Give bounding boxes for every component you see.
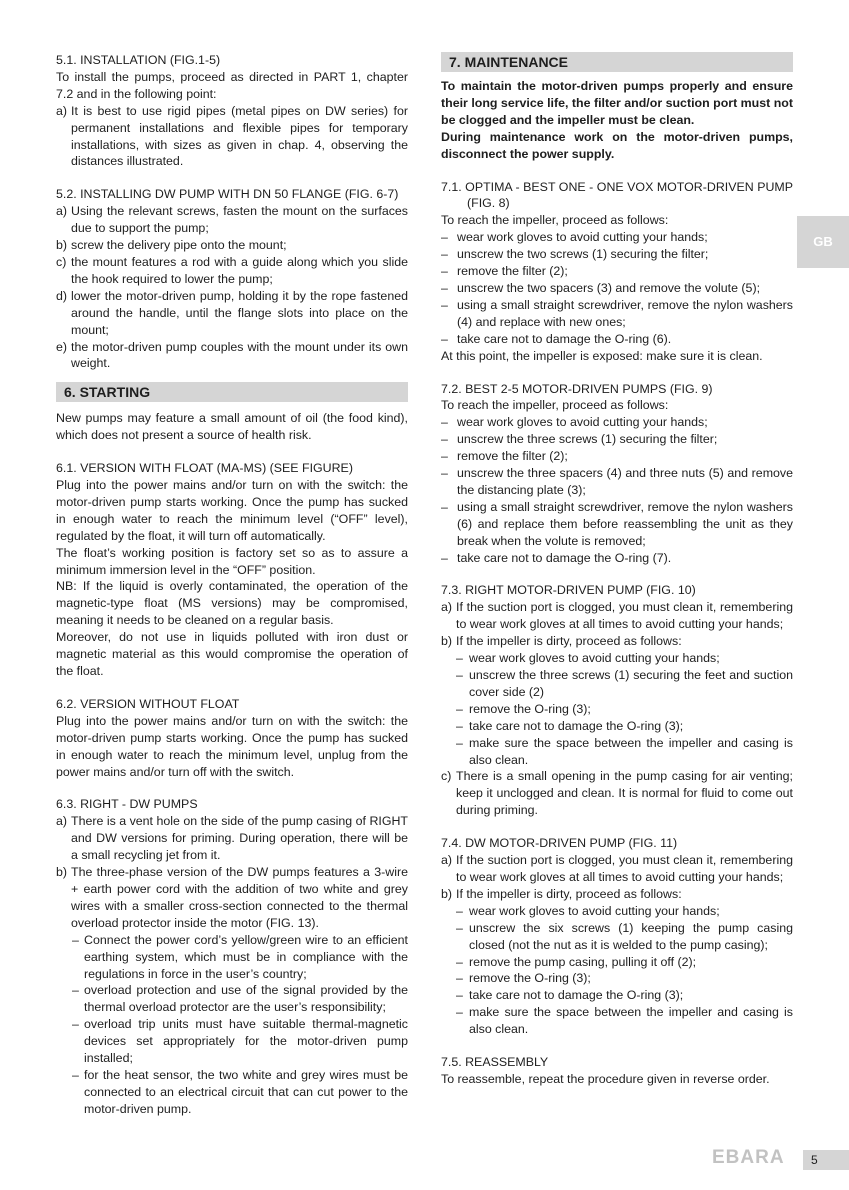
section-6-intro: New pumps may feature a small amount of oil (the food kind), which does not present a source of health risk. — [56, 411, 408, 443]
item-text: remove the filter (2); — [457, 264, 568, 279]
item-text: lower the motor-driven pump, holding it by the rope fastened around the handle, until the flange slots into place on the mount; — [71, 288, 408, 337]
item-text: remove the pump casing, pulling it off (2); — [469, 954, 697, 969]
section-7-2-intro: To reach the impeller, proceed as follows: — [441, 398, 669, 413]
sub-list-item — [56, 1067, 408, 1118]
page-number: 5 — [803, 1150, 849, 1170]
item-text: make sure the space between the impeller and casing is also clean. — [469, 735, 793, 767]
list-item — [56, 103, 408, 171]
sub-list-item — [441, 920, 793, 954]
sub-list-item — [56, 982, 408, 1016]
section-7-3-title: 7.3. RIGHT MOTOR-DRIVEN PUMP (FIG. 10) — [441, 583, 696, 598]
item-text: If the suction port is clogged, you must clean it, remembering to wear work gloves at all times to avoid cutting your hands; — [456, 853, 793, 884]
language-tab: GB — [797, 216, 849, 268]
item-text: take care not to damage the O-ring (7). — [457, 550, 672, 565]
item-label: a) — [441, 853, 453, 868]
item-dash: – — [456, 718, 463, 733]
section-7-1-outro: At this point, the impeller is exposed: make sure it is clean. — [441, 348, 763, 363]
item-text: using a small straight screwdriver, remove the nylon washers (4) and replace with new ones; — [457, 297, 793, 329]
item-label: a) — [441, 600, 453, 615]
list-item — [56, 813, 408, 864]
list-item — [56, 288, 408, 339]
section-7-2-title: 7.2. BEST 2-5 MOTOR-DRIVEN PUMPS (FIG. 9) — [441, 381, 713, 396]
section-7-4-title: 7.4. DW MOTOR-DRIVEN PUMP (FIG. 11) — [441, 836, 678, 851]
item-text: screw the delivery pipe onto the mount; — [71, 238, 287, 253]
ebara-logo: EBARA — [712, 1147, 785, 1168]
item-label: a) — [56, 204, 68, 219]
item-label: d) — [56, 288, 68, 303]
item-dash: – — [441, 297, 448, 312]
item-dash: – — [441, 264, 448, 279]
item-dash: – — [456, 988, 463, 1003]
item-text: the mount features a rod with a guide along which you slide the hook required to lower the pump; — [71, 254, 408, 286]
item-dash: – — [72, 1067, 79, 1082]
list-item — [441, 229, 793, 246]
item-label: e) — [56, 339, 68, 354]
item-dash: – — [441, 331, 448, 346]
item-label: c) — [56, 254, 67, 269]
paragraph: Moreover, do not use in liquids polluted with iron dust or magnetic material as this would compromise the operation of the float. — [56, 630, 408, 678]
section-5-1-title: 5.1. INSTALLATION (FIG.1-5) — [56, 53, 221, 67]
item-text: unscrew the three screws (1) securing the feet and suction cover side (2) — [469, 668, 793, 699]
list-item — [441, 599, 793, 633]
item-text: unscrew the two screws (1) securing the filter; — [457, 247, 709, 262]
paragraph: Plug into the power mains and/or turn on with the switch: the motor-driven pump starts working. Once the pump has sucked in enough water to reach the minimum level, unplug from the power mains and/or turn off with the switch. — [56, 713, 408, 779]
sub-list-item — [441, 735, 793, 769]
item-dash: – — [456, 701, 463, 716]
item-text: unscrew the three spacers (4) and three nuts (5) and remove the distancing plate (3); — [457, 466, 793, 497]
item-text: overload trip units must have suitable thermal-magnetic devices set appropriately for the motor-driven pump installed; — [84, 1017, 408, 1066]
item-dash: – — [441, 432, 448, 447]
item-text: take care not to damage the O-ring (6). — [457, 331, 672, 346]
section-6-3-title: 6.3. RIGHT - DW PUMPS — [56, 797, 198, 812]
item-text: wear work gloves to avoid cutting your hands; — [457, 230, 708, 245]
item-dash: – — [456, 1005, 463, 1020]
item-text: remove the O-ring (3); — [469, 971, 591, 986]
item-text: remove the filter (2); — [457, 449, 568, 464]
list-item — [441, 280, 793, 297]
section-7-1-title: 7.1. OPTIMA - BEST ONE - ONE VOX MOTOR-DRIVEN PUMP (FIG. 8) — [441, 179, 793, 211]
item-dash: – — [441, 499, 448, 514]
item-text: wear work gloves to avoid cutting your hands; — [457, 415, 708, 430]
item-text: If the impeller is dirty, proceed as follows: — [456, 886, 682, 901]
item-text: take care not to damage the O-ring (3); — [469, 718, 684, 733]
list-item — [441, 768, 793, 819]
item-text: the motor-driven pump couples with the mount under its own weight. — [71, 339, 408, 371]
item-text: wear work gloves to avoid cutting your hands; — [469, 903, 720, 918]
section-5-2-title: 5.2. INSTALLING DW PUMP WITH DN 50 FLANGE (FIG. 6-7) — [56, 187, 399, 202]
paragraph: NB: If the liquid is overly contaminated, the operation of the magnetic-type float (MS versions) may be compromised, meaning it needs to be cleaned on a regular basis. — [56, 579, 408, 628]
list-item — [441, 414, 793, 431]
left-column — [56, 52, 408, 1118]
item-text: using a small straight screwdriver, remove the nylon washers (6) and replace them before reassembling the unit as they break when the volute is removed; — [457, 499, 793, 548]
item-label: a) — [56, 814, 68, 829]
sub-list-item — [441, 718, 793, 735]
sub-list-item — [441, 903, 793, 920]
item-text: make sure the space between the impeller and casing is also clean. — [469, 1005, 793, 1037]
item-text: If the impeller is dirty, proceed as follows: — [456, 634, 682, 649]
item-dash: – — [456, 954, 463, 969]
item-dash: – — [72, 983, 79, 998]
list-item — [56, 864, 408, 932]
sub-list-item — [441, 954, 793, 971]
item-dash: – — [441, 247, 448, 262]
sub-list-item — [441, 701, 793, 718]
list-item — [441, 550, 793, 567]
list-item — [441, 448, 793, 465]
list-item — [441, 246, 793, 263]
list-item — [56, 237, 408, 254]
list-item — [441, 465, 793, 499]
list-item — [56, 254, 408, 288]
item-text: There is a small opening in the pump casing for air venting; keep it unclogged and clean. It is normal for fluid to come out during priming. — [456, 769, 793, 818]
item-text: remove the O-ring (3); — [469, 701, 591, 716]
list-item — [441, 263, 793, 280]
sub-list-item — [56, 932, 408, 983]
item-text: overload protection and use of the signal provided by the thermal overload protector are the user’s responsibility; — [84, 983, 408, 1015]
item-text: unscrew the three screws (1) securing the filter; — [457, 432, 718, 447]
list-item — [441, 331, 793, 348]
item-dash: – — [456, 971, 463, 986]
item-text: unscrew the six screws (1) keeping the pump casing closed (not the nut as it is welded to the pump casing); — [469, 920, 793, 952]
power-warning: During maintenance work on the motor-driven pumps, disconnect the power supply. — [441, 129, 793, 161]
item-text: There is a vent hole on the side of the pump casing of RIGHT and DW versions for priming. During operation, there will be a small recycling jet from it. — [71, 814, 408, 863]
item-text: The three-phase version of the DW pumps features a 3-wire + earth power cord with the addition of two white and grey wires with a smaller cross-section connected to the thermal overload protector inside the motor (FIG. 13). — [71, 865, 408, 930]
item-dash: – — [72, 932, 79, 947]
item-label: b) — [56, 865, 68, 880]
item-text: Using the relevant screws, fasten the mount on the surfaces due to support the pump; — [71, 204, 408, 236]
item-dash: – — [456, 735, 463, 750]
list-item — [441, 886, 793, 903]
list-item — [441, 431, 793, 448]
list-item — [441, 499, 793, 550]
item-dash: – — [72, 1017, 79, 1032]
item-label: b) — [56, 238, 68, 253]
maintenance-warning: To maintain the motor-driven pumps properly and ensure their long service life, the filter and/or suction port must not be clogged and the impeller must be clean. — [441, 79, 793, 127]
item-dash: – — [441, 550, 448, 565]
list-item — [441, 297, 793, 331]
sub-list-item — [441, 970, 793, 987]
list-item — [56, 203, 408, 237]
item-dash: – — [456, 668, 463, 682]
item-text: Connect the power cord’s yellow/green wire to an efficient earthing system, which must be in compliance with the regulations in force in the user’s country; — [84, 932, 408, 981]
section-7-heading: 7. MAINTENANCE — [441, 52, 793, 72]
sub-list-item — [441, 650, 793, 667]
item-label: b) — [441, 886, 453, 901]
item-text: wear work gloves to avoid cutting your hands; — [469, 651, 720, 666]
section-6-heading: 6. STARTING — [56, 382, 408, 402]
paragraph: The float’s working position is factory set so as to assure a minimum immersion level in the “OFF” position. — [56, 545, 408, 577]
paragraph: Plug into the power mains and/or turn on with the switch: the motor-driven pump starts working. Once the pump has sucked in enough water to reach the minimum level (“OFF” level), regulated by the float, it will turn off automatically. — [56, 478, 408, 543]
item-dash: – — [441, 466, 448, 481]
item-text: unscrew the two spacers (3) and remove the volute (5); — [457, 280, 761, 295]
sub-list-item — [441, 667, 793, 701]
item-dash: – — [441, 280, 448, 295]
section-6-1-title: 6.1. VERSION WITH FLOAT (MA-MS) (SEE FIGURE) — [56, 461, 353, 476]
list-item — [441, 633, 793, 650]
section-7-1-intro: To reach the impeller, proceed as follows: — [441, 213, 669, 228]
item-dash: – — [456, 920, 463, 935]
sub-list-item — [441, 1004, 793, 1038]
item-dash: – — [441, 230, 448, 245]
paragraph: To reassemble, repeat the procedure given in reverse order. — [441, 1071, 770, 1086]
item-text: take care not to damage the O-ring (3); — [469, 988, 684, 1003]
section-7-5-title: 7.5. REASSEMBLY — [441, 1055, 549, 1070]
item-text: If the suction port is clogged, you must clean it, remembering to wear work gloves at all times to avoid cutting your hands; — [456, 600, 793, 632]
item-dash: – — [441, 415, 448, 430]
list-item — [56, 339, 408, 373]
item-label: c) — [441, 769, 452, 784]
item-label: a) — [56, 103, 68, 118]
item-label: b) — [441, 634, 453, 649]
list-item — [441, 852, 793, 886]
section-6-2-title: 6.2. VERSION WITHOUT FLOAT — [56, 696, 240, 711]
item-dash: – — [441, 449, 448, 464]
sub-list-item — [56, 1016, 408, 1067]
item-dash: – — [456, 903, 463, 918]
item-text: for the heat sensor, the two white and grey wires must be connected to an electrical circuit that can cut power to the motor-driven pump. — [84, 1067, 408, 1116]
section-5-1-intro: To install the pumps, proceed as directed in PART 1, chapter 7.2 and in the following point: — [56, 69, 408, 101]
right-column — [441, 52, 793, 1088]
item-dash: – — [456, 651, 463, 666]
item-text: It is best to use rigid pipes (metal pipes on DW series) for permanent installations and flexible pipes for temporary installations, with sizes as given in chap. 4, observing the distances illustrated. — [71, 103, 408, 169]
sub-list-item — [441, 987, 793, 1004]
